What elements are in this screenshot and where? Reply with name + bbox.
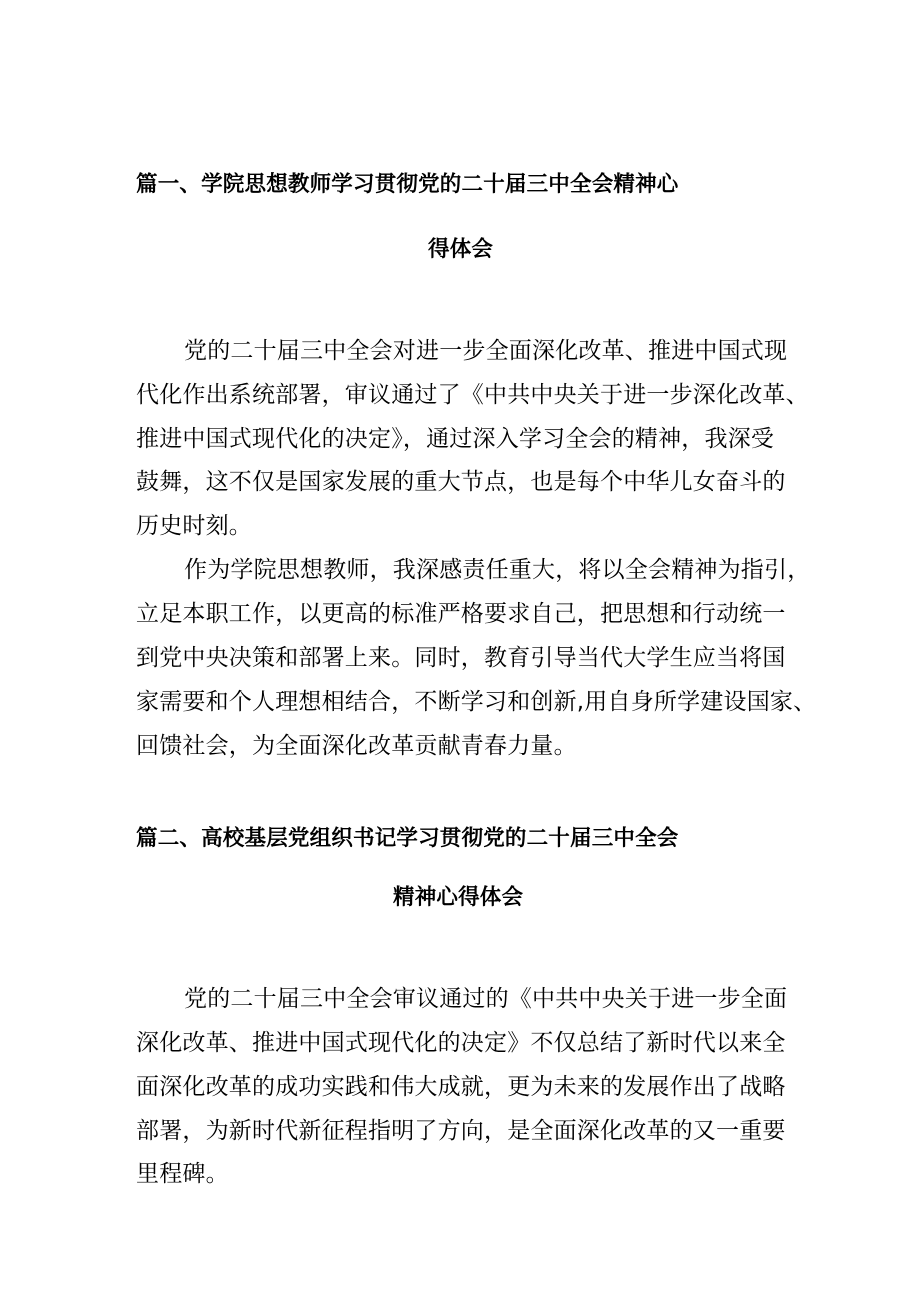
- section1-para1-line1: 党的二十届三中全会对进一步全面深化改革、推进中国式现: [184, 338, 788, 364]
- section1-para1-line5: 历史时刻。: [136, 513, 252, 539]
- section2-para1-line4: 部署，为新时代新征程指明了方向，是全面深化改革的又一重要: [136, 1118, 786, 1144]
- section1-title-line1: 篇一、学院思想教师学习贯彻党的二十届三中全会精神心: [136, 172, 679, 197]
- section2-title-line1: 篇二、高校基层党组织书记学习贯彻党的二十届三中全会: [136, 826, 679, 851]
- section2-title-line2: 精神心得体会: [393, 885, 524, 910]
- section1-para2-line2: 立足本职工作，以更高的标准严格要求自己，把思想和行动统一: [136, 601, 786, 627]
- section1-para2-line3: 到党中央决策和部署上来。同时，教育引导当代大学生应当将国: [136, 645, 786, 671]
- section1-para2-line5: 回馈社会，为全面深化改革贡献青春力量。: [136, 733, 577, 759]
- section1-para2-line1: 作为学院思想教师，我深感责任重大，将以全会精神为指引，: [184, 557, 811, 583]
- section2-para1-line1: 党的二十届三中全会审议通过的《中共中央关于进一步全面: [184, 986, 788, 1012]
- section1-para1-line2: 代化作出系统部署，审议通过了《中共中央关于进一步深化改革、: [136, 382, 809, 408]
- section2-para1-line5: 里程碑。: [136, 1161, 229, 1187]
- section2-para1-line3: 面深化改革的成功实践和伟大成就，更为未来的发展作出了战略: [136, 1074, 786, 1100]
- section1-para1-line4: 鼓舞，这不仅是国家发展的重大节点，也是每个中华儿女奋斗的: [136, 469, 786, 495]
- section1-title-line2: 得体会: [428, 237, 494, 262]
- section1-para1-line3: 推进中国式现代化的决定》，通过深入学习全会的精神，我深受: [136, 426, 775, 452]
- section2-para1-line2: 深化改革、推进中国式现代化的决定》不仅总结了新时代以来全: [136, 1030, 786, 1056]
- section1-para2-line4: 家需要和个人理想相结合，不断学习和创新,用自身所学建设国家、: [136, 689, 817, 715]
